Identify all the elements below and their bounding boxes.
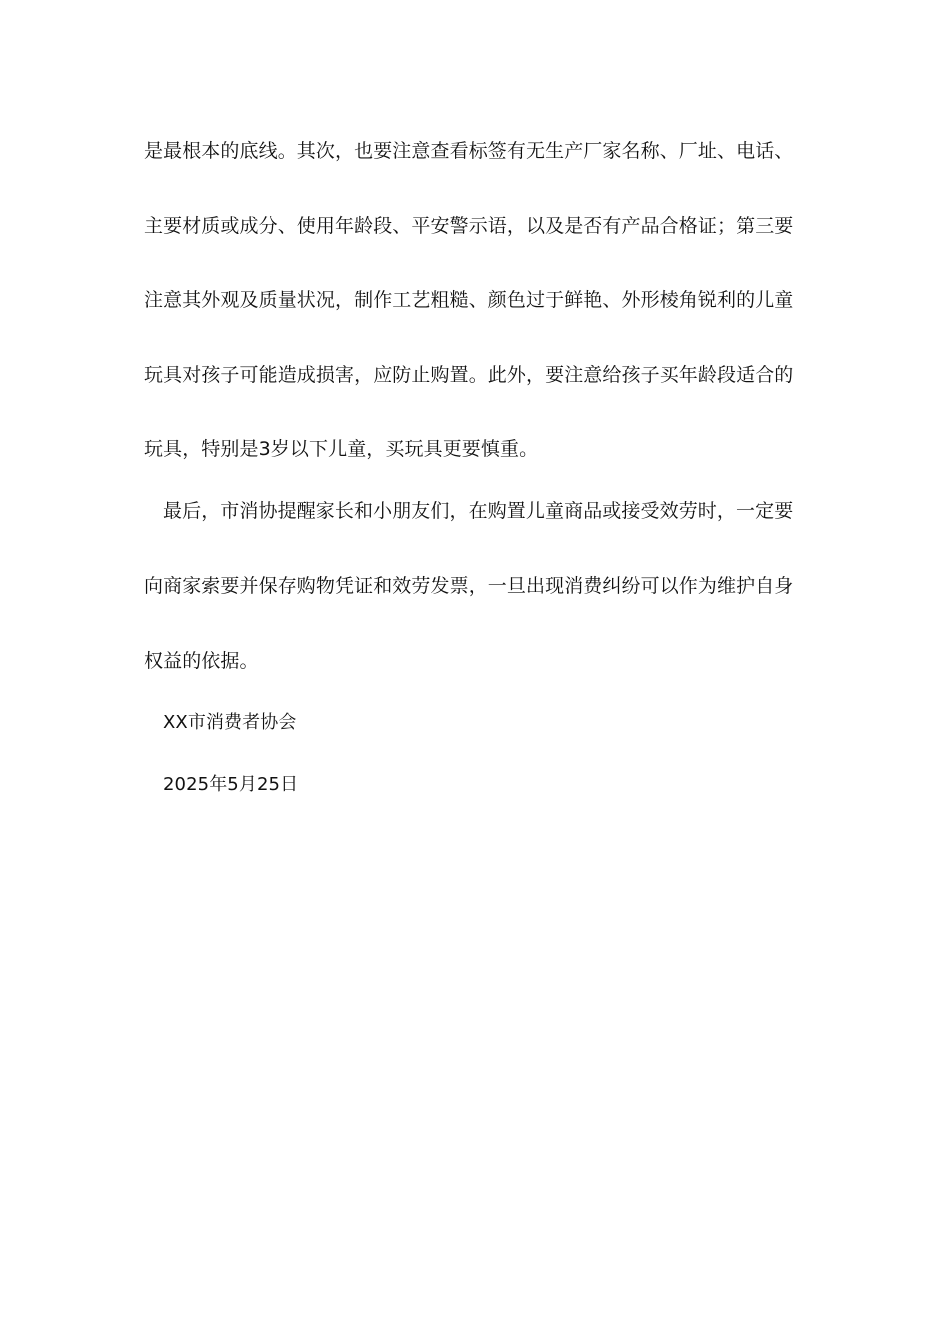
paragraph-line: 向商家索要并保存购物凭证和效劳发票，一旦出现消费纠纷可以作为维护自身 bbox=[144, 575, 794, 597]
paragraph-line: 权益的依据。 bbox=[144, 650, 259, 672]
paragraph-line: 主要材质或成分、使用年龄段、平安警示语，以及是否有产品合格证；第三要 bbox=[144, 215, 794, 237]
paragraph-line: 玩具，特别是3岁以下儿童，买玩具更要慎重。 bbox=[144, 438, 539, 460]
paragraph-line: 是最根本的底线。其次，也要注意查看标签有无生产厂家名称、厂址、电话、 bbox=[144, 140, 794, 162]
paragraph-line: 最后，市消协提醒家长和小朋友们，在购置儿童商品或接受效劳时，一定要 bbox=[163, 500, 794, 522]
paragraph-line: 注意其外观及质量状况，制作工艺粗糙、颜色过于鲜艳、外形棱角锐利的儿童 bbox=[144, 289, 794, 311]
signature-organization: XX市消费者协会 bbox=[163, 712, 297, 733]
signature-date: 2025年5月25日 bbox=[163, 774, 299, 795]
paragraph-line: 玩具对孩子可能造成损害，应防止购置。此外，要注意给孩子买年龄段适合的 bbox=[144, 364, 794, 386]
